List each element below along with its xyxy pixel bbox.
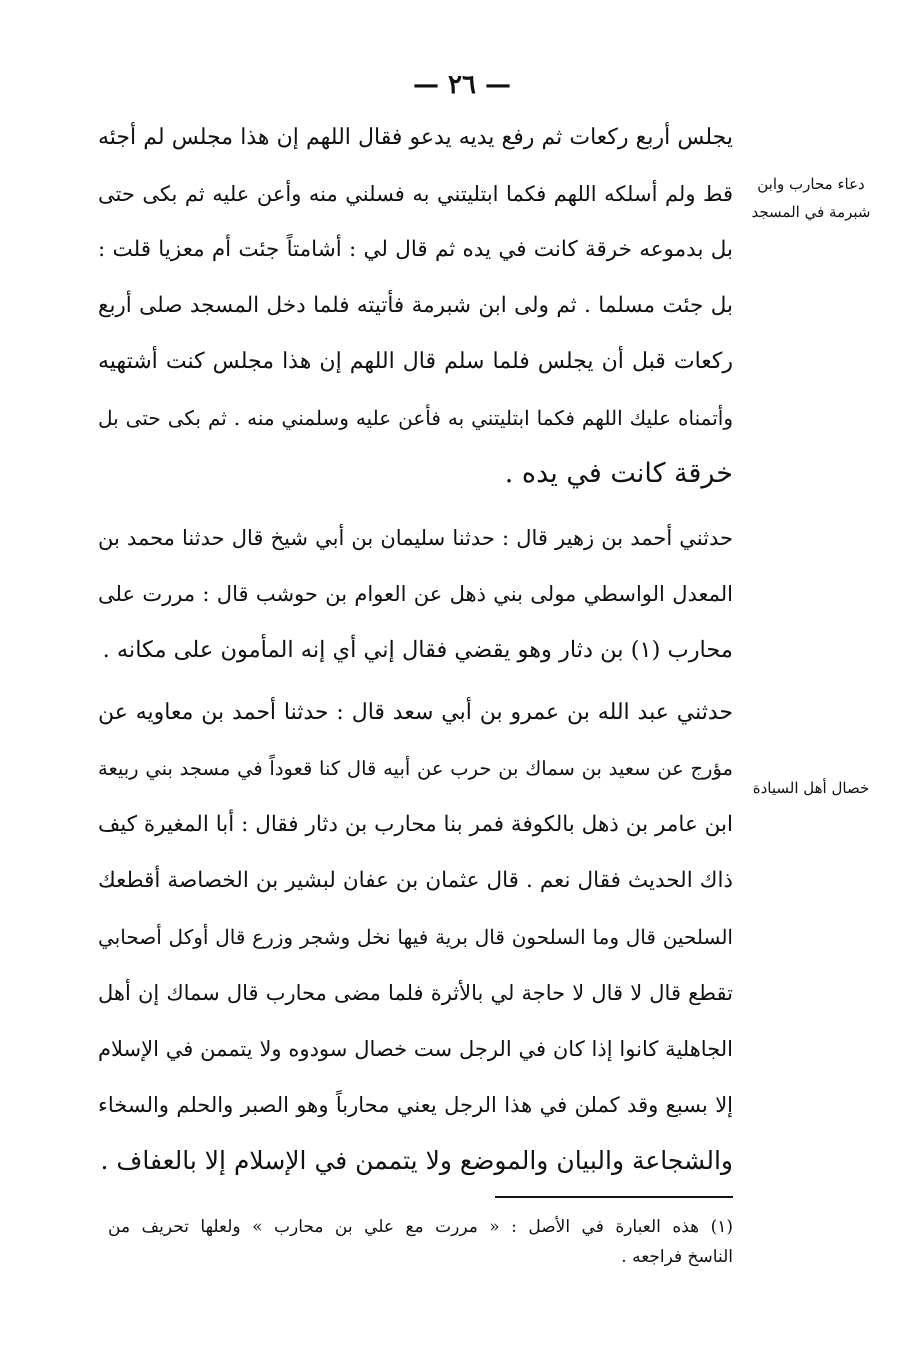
text-line: خرقة كانت في يده . xyxy=(504,458,733,489)
footnote-line: الناسخ فراجعه . xyxy=(621,1247,733,1267)
page-number: — ٢٦ — xyxy=(412,70,512,100)
text-line: بل بدموعه خرقة كانت في يده ثم قال لي : أشامتاً جئت أم معزيا قلت : xyxy=(98,237,733,262)
paragraph-1 xyxy=(98,110,733,502)
text-line: السلحين قال وما السلحون قال برية فيها نخل وشجر وزرع قال أوكل أصحابي xyxy=(98,925,733,949)
text-line: يجلس أربع ركعات ثم رفع يديه يدعو فقال اللهم إن هذا مجلس لم أجئه xyxy=(98,125,733,150)
text-line: حدثني أحمد بن زهير قال : حدثنا سليمان بن أبي شيخ قال حدثنا محمد بن xyxy=(98,526,733,550)
margin-note-prayer: دعاء محارب وابن شبرمة في المسجد xyxy=(751,175,871,221)
margin-note-traits: خصال أهل السيادة xyxy=(752,779,870,797)
footnote-line: (١) هذه العبارة في الأصل : « مررت مع علي بن محارب » ولعلها تحريف من xyxy=(108,1217,733,1237)
footnote xyxy=(108,1212,733,1272)
text-line: بل جئت مسلما . ثم ولى ابن شبرمة فأتيته فلما دخل المسجد صلى أربع xyxy=(98,293,733,318)
text-line: مؤرج عن سعيد بن سماك بن حرب عن أبيه قال كنا قعوداً في مسجد بني ربيعة xyxy=(98,757,733,780)
text-line: المعدل الواسطي مولى بني ذهل عن العوام بن حوشب قال : مررت على xyxy=(98,582,733,606)
footnote-divider xyxy=(495,1196,733,1198)
text-line: قط ولم أسلكه اللهم فكما ابتليتني به فسلني منه وأعن عليه ثم بكى حتى xyxy=(98,182,733,206)
text-line: تقطع قال لا قال لا حاجة لي بالأثرة فلما مضى محارب قال سماك إن أهل xyxy=(98,981,733,1005)
paragraph-3 xyxy=(98,685,733,1189)
text-line: وأتمناه عليك اللهم فكما ابتليتني به فأعن عليه وسلمني منه . ثم بكى حتى بل xyxy=(98,406,733,430)
text-line: ابن عامر بن ذهل بالكوفة فمر بنا محارب بن دثار فقال : أبا المغيرة كيف xyxy=(98,812,733,837)
text-line: الجاهلية كانوا إذا كان في الرجل ست خصال سودوه ولا يتممن في الإسلام xyxy=(98,1037,733,1061)
text-line: إلا بسبع وقد كملن في هذا الرجل يعني محارباً وهو الصبر والحلم والسخاء xyxy=(98,1093,733,1117)
text-line: حدثني عبد الله بن عمرو بن أبي سعد قال : حدثنا أحمد بن معاويه عن xyxy=(98,700,733,725)
paragraph-2 xyxy=(98,510,733,678)
text-line: ذاك الحديث فقال نعم . قال عثمان بن عفان لبشير بن الخصاصة أقطعك xyxy=(98,868,733,893)
text-line: محارب (١) بن دثار وهو يقضي فقال إني أي إنه المأمون على مكانه . xyxy=(102,637,733,663)
text-line: والشجاعة والبيان والموضع ولا يتممن في الإسلام إلا بالعفاف . xyxy=(100,1146,733,1175)
text-line: ركعات قبل أن يجلس فلما سلم قال اللهم إن هذا مجلس كنت أشتهيه xyxy=(98,349,733,374)
